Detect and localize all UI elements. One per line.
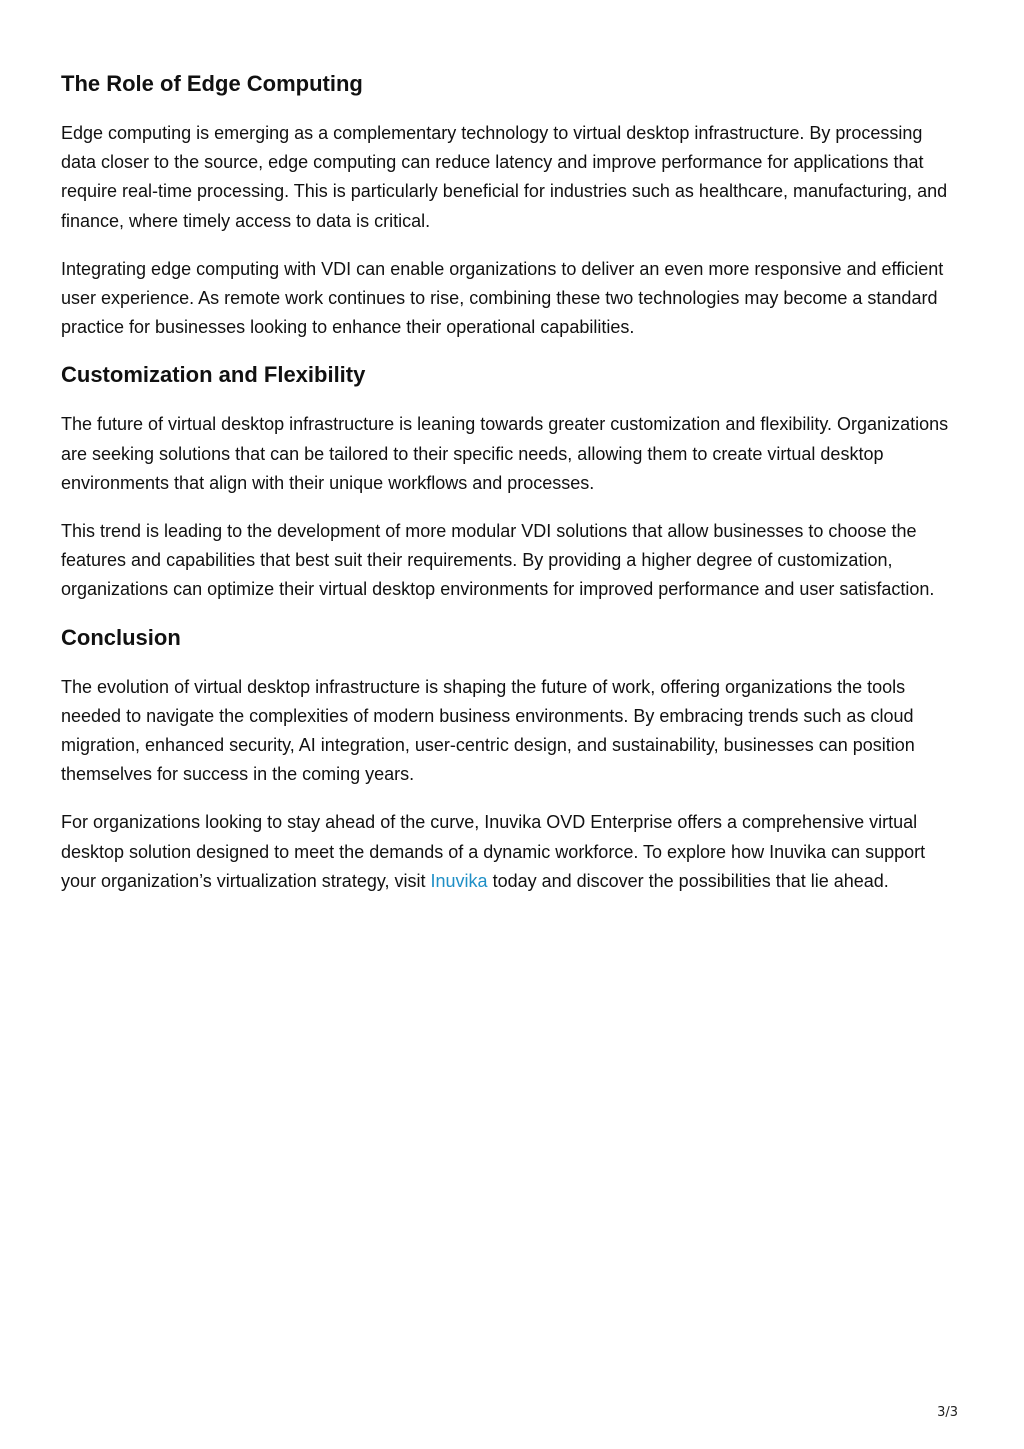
paragraph-conclusion-2-text-after: today and discover the possibilities that lie ahead. — [487, 870, 889, 891]
paragraph-customization-2: This trend is leading to the development of more modular VDI solutions that allow businesses to choose the features and capabilities that best suit their requirements. By providing a higher degree of customization, organizations can optimize their virtual desktop environments for improved performance and user satisfaction. — [61, 521, 935, 600]
document-body — [61, 68, 956, 896]
paragraph-conclusion-1: The evolution of virtual desktop infrastructure is shaping the future of work, offering organizations the tools needed to navigate the complexities of modern business environments. By embracing trends such as cloud migration, enhanced security, AI integration, user-centric design, and sustainability, businesses can position themselves for success in the coming years. — [61, 676, 915, 785]
page-number: 3/3 — [937, 1405, 958, 1420]
paragraph-customization-1: The future of virtual desktop infrastructure is leaning towards greater customization and flexibility. Organizations are seeking solutions that can be tailored to their specific needs, allowing them to create virtual desktop environments that align with their unique workflows and processes. — [61, 414, 949, 493]
inuvika-link[interactable]: Inuvika — [430, 870, 488, 891]
section-heading-customization: Customization and Flexibility — [61, 362, 366, 388]
paragraph-conclusion-2-text-before: For organizations looking to stay ahead of the curve, Inuvika OVD Enterprise offers a comprehensive virtual desktop solution designed to meet the demands of a dynamic workforce. To explore how Inuvika can support your organization’s virtualization strategy, visit — [61, 812, 926, 891]
section-heading-edge-computing: The Role of Edge Computing — [61, 71, 363, 96]
paragraph-edge-computing-1: Edge computing is emerging as a complementary technology to virtual desktop infrastructure. By processing data closer to the source, edge computing can reduce latency and improve performance for applications that require real-time processing. This is particularly beneficial for industries such as healthcare, manufacturing, and finance, where timely access to data is critical. — [61, 123, 948, 231]
paragraph-edge-computing-2: Integrating edge computing with VDI can enable organizations to deliver an even more responsive and efficient user experience. As remote work continues to rise, combining these two technologies may become a standard practice for businesses looking to enhance their operational capabilities. — [61, 258, 944, 338]
section-heading-conclusion: Conclusion — [61, 624, 181, 650]
paragraph-conclusion-2 — [61, 808, 956, 896]
